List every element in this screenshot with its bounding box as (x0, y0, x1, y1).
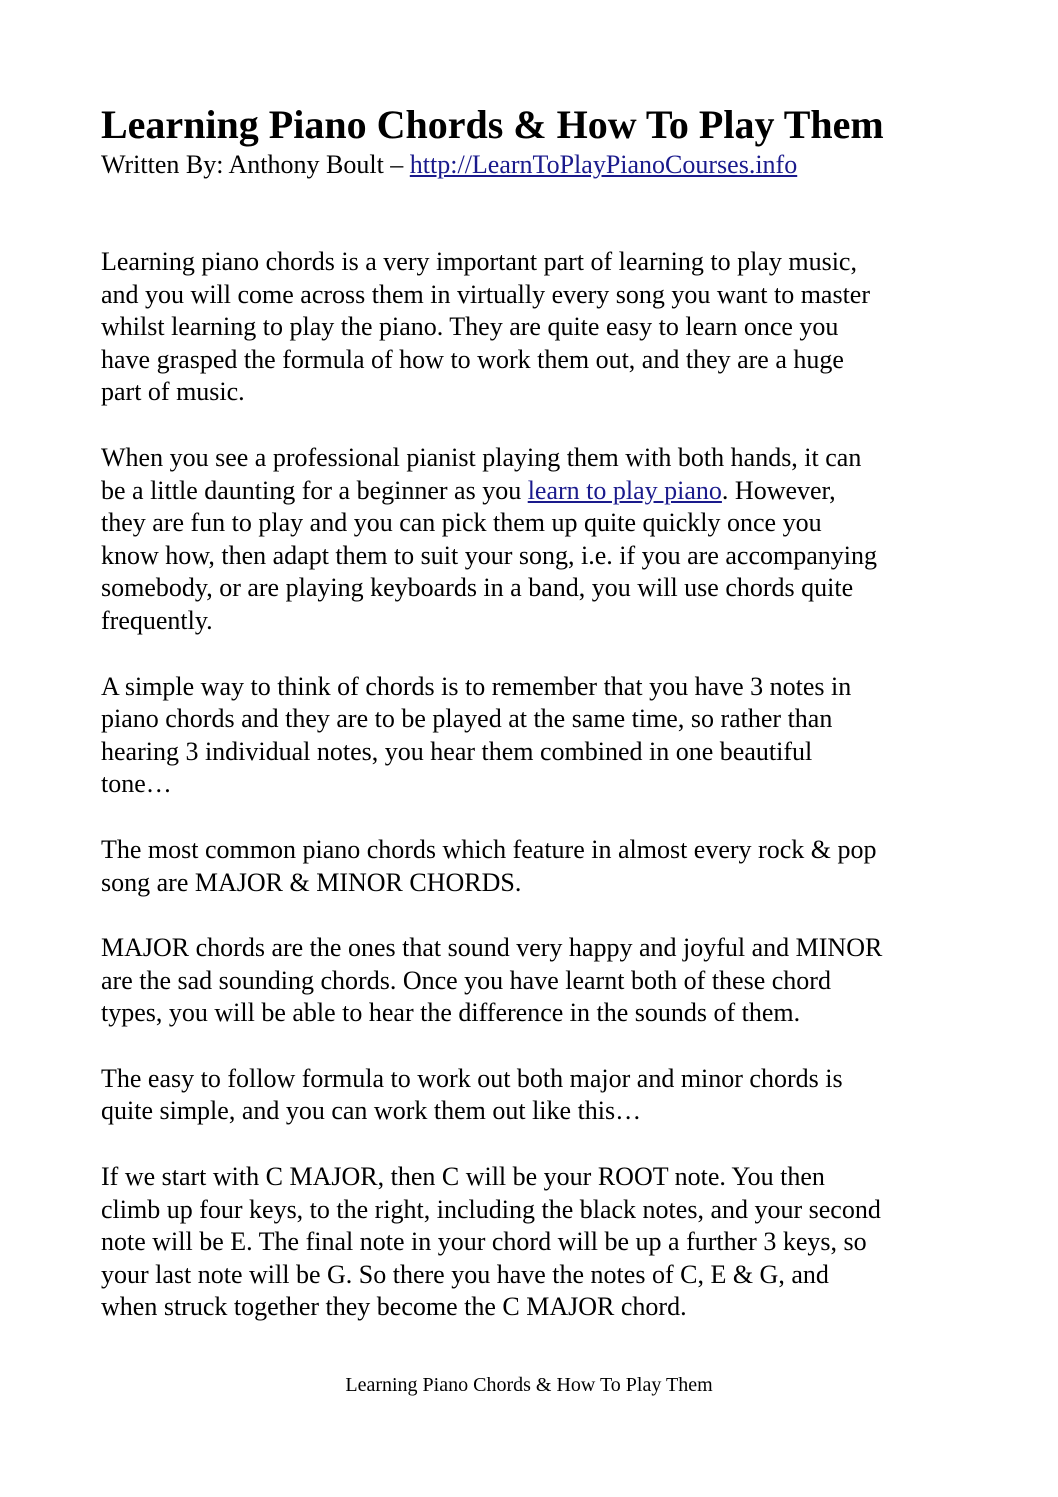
text-line: your last note will be G. So there you have the notes of C, E & G, and (101, 1259, 829, 1289)
byline (101, 150, 981, 180)
text-line: and you will come across them in virtually every song you want to master (101, 279, 870, 309)
text-line: When you see a professional pianist playing them with both hands, it can (101, 442, 862, 472)
text-line: somebody, or are playing keyboards in a band, you will use chords quite (101, 573, 854, 603)
text-line: The most common piano chords which feature in almost every rock & pop (101, 834, 877, 864)
text-line: have grasped the formula of how to work them out, and they are a huge (101, 344, 844, 374)
paragraph-2 (101, 442, 981, 638)
text-line: types, you will be able to hear the difference in the sounds of them. (101, 998, 801, 1028)
paragraph-5 (101, 932, 981, 1030)
text-line: tone… (101, 769, 172, 799)
text-line: climb up four keys, to the right, including the black notes, and your second (101, 1194, 881, 1224)
text-line: The easy to follow formula to work out both major and minor chords is (101, 1063, 843, 1093)
document-title: Learning Piano Chords & How To Play Them (101, 102, 884, 147)
page-footer: Learning Piano Chords & How To Play Them (345, 1374, 713, 1396)
text-line: MAJOR chords are the ones that sound very happy and joyful and MINOR (101, 933, 883, 963)
text-line-with-link (101, 475, 981, 508)
text-line: Learning piano chords is a very important part of learning to play music, (101, 247, 857, 276)
text-line: A simple way to think of chords is to remember that you have 3 notes in (101, 671, 852, 701)
body-text (101, 246, 981, 1324)
text-line: part of music. (101, 377, 245, 407)
text-line: are the sad sounding chords. Once you have learnt both of these chord (101, 965, 831, 995)
text-line: note will be E. The final note in your chord will be up a further 3 keys, so (101, 1227, 867, 1257)
paragraph-1 (101, 246, 981, 409)
text-line: frequently. (101, 605, 213, 635)
paragraph-4 (101, 834, 981, 899)
text-line: If we start with C MAJOR, then C will be your ROOT note. You then (101, 1162, 825, 1192)
text-line: whilst learning to play the piano. They are quite easy to learn once you (101, 312, 839, 342)
paragraph-7 (101, 1161, 981, 1324)
document-content (101, 100, 981, 1357)
text-line: piano chords and they are to be played at the same time, so rather than (101, 704, 833, 734)
paragraph-6 (101, 1063, 981, 1128)
text-line: know how, then adapt them to suit your song, i.e. if you are accompanying (101, 540, 877, 570)
text-segment: be a little daunting for a beginner as you (101, 475, 528, 505)
text-line: song are MAJOR & MINOR CHORDS. (101, 867, 522, 897)
website-link[interactable]: http://LearnToPlayPianoCourses.info (409, 150, 798, 179)
text-segment: . However, (721, 475, 836, 505)
learn-to-play-piano-link[interactable]: learn to play piano (527, 475, 722, 505)
byline-author: Written By: Anthony Boult – (101, 150, 410, 179)
text-line: hearing 3 individual notes, you hear them combined in one beautiful (101, 736, 813, 766)
text-line: quite simple, and you can work them out like this… (101, 1096, 642, 1126)
paragraph-3 (101, 671, 981, 801)
text-line: when struck together they become the C MAJOR chord. (101, 1292, 687, 1322)
text-line: they are fun to play and you can pick them up quite quickly once you (101, 508, 822, 538)
